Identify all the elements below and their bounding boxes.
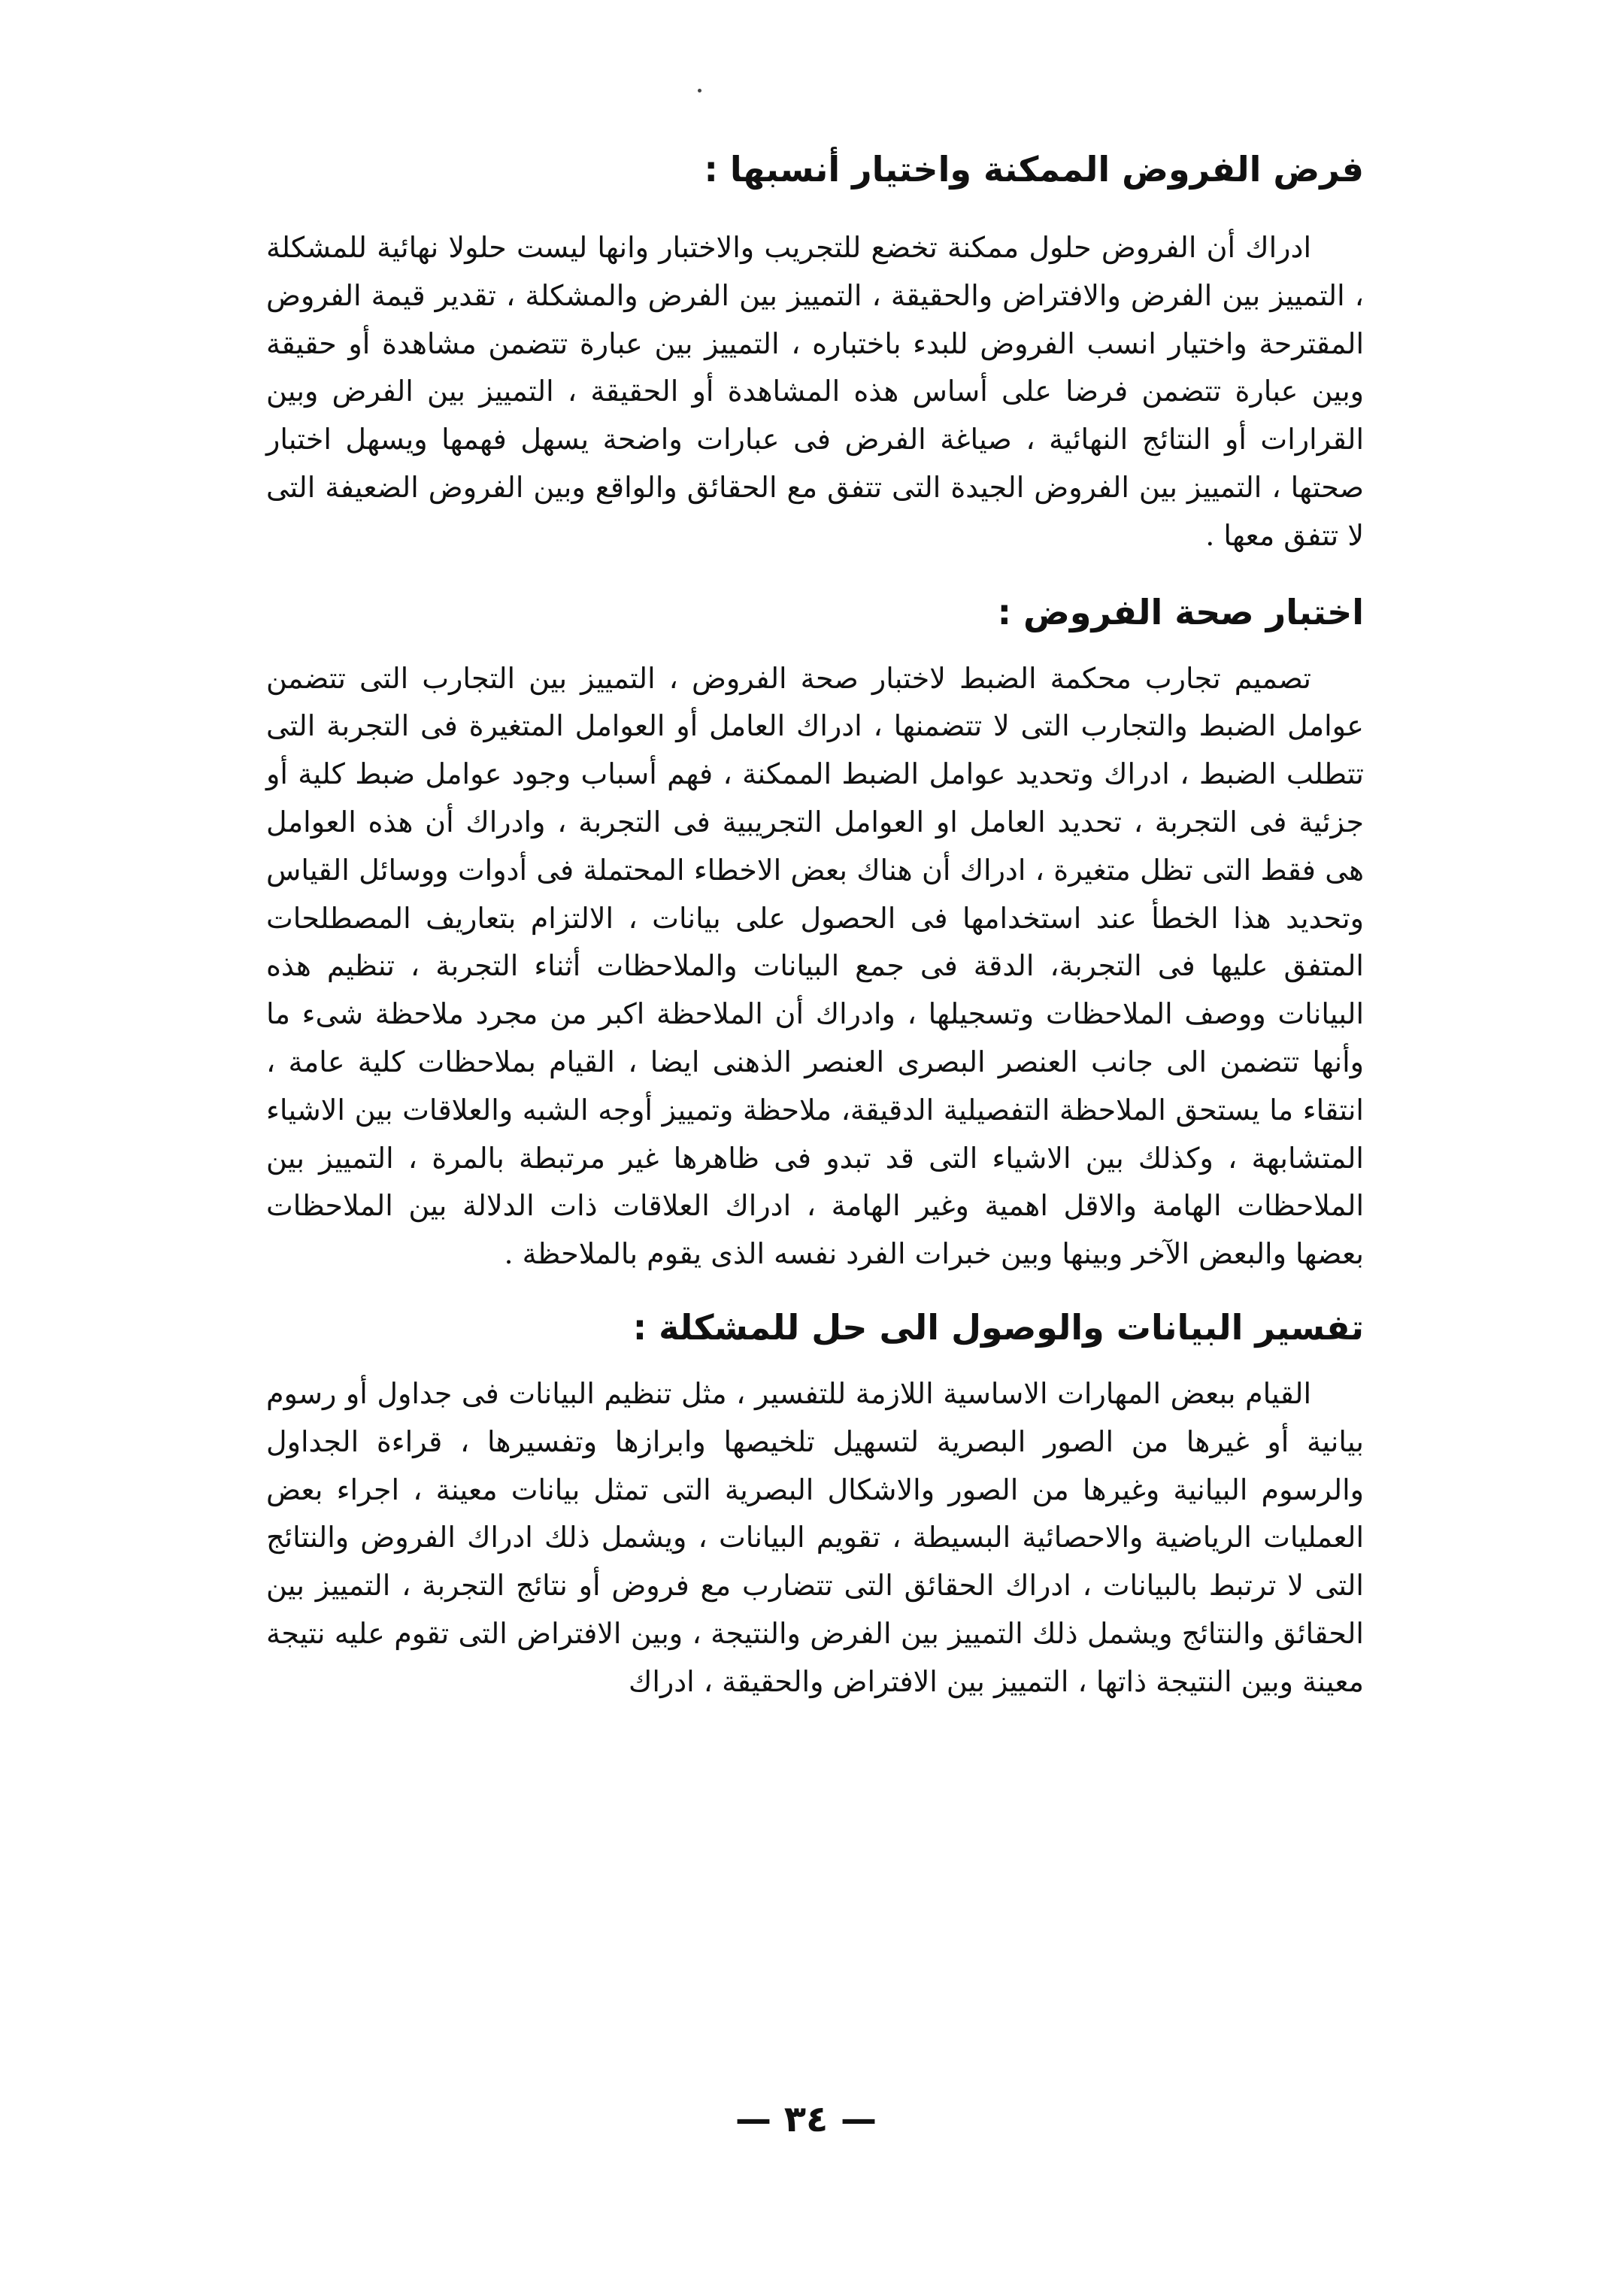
- document-page: [266, 143, 1364, 1706]
- section-hypotheses: [266, 143, 1364, 560]
- scan-speck: [698, 89, 701, 93]
- section-heading: اختبار صحة الفروض :: [997, 591, 1364, 632]
- section-paragraph: ادراك أن الفروض حلول ممكنة تخضع للتجريب والاختبار وانها ليست حلولا نهائية للمشكلة ، التمييز بين الفرض والافتراض والحقيقة ، التمييز بين الفرض والمشكلة ، تقدير قيمة الفروض المقترحة واختيار انسب الفروض للبدء باختباره ، التمييز بين عبارة تتضمن مشاهدة أو حقيقة وبين عبارة تتضمن فرضا على أساس هذه المشاهدة أو الحقيقة ، التمييز بين الفرض وبين القرارات أو النتائج النهائية ، صياغة الفرض فى عبارات واضحة يسهل فهمها ويسهل اختبار صحتها ، التمييز بين الفروض الجيدة التى تتفق مع الحقائق والواقع وبين الفروض الضعيفة التى لا تتفق معها .: [266, 231, 1364, 552]
- section-paragraph: القيام ببعض المهارات الاساسية اللازمة للتفسير ، مثل تنظيم البيانات فى جداول أو رسوم بيانية أو غيرها من الصور البصرية لتسهيل تلخيصها وابرازها وتفسيرها ، قراءة الجداول والرسوم البيانية وغيرها من الصور والاشكال البصرية التى تمثل بيانات معينة ، اجراء بعض العمليات الرياضية والاحصائية البسيطة ، تقويم البيانات ، ويشمل ذلك ادراك الفروض والنتائج التى لا ترتبط بالبيانات ، ادراك الحقائق التى تتضارب مع فروض أو نتائج التجربة ، التمييز بين الحقائق والنتائج ويشمل ذلك التمييز بين الفرض والنتيجة ، وبين الافتراض التى تقوم عليه نتيجة معينة وبين النتيجة ذاتها ، التمييز بين الافتراض والحقيقة ، ادراك: [266, 1376, 1364, 1698]
- section-paragraph: تصميم تجارب محكمة الضبط لاختبار صحة الفروض ، التمييز بين التجارب التى تتضمن عوامل الضبط والتجارب التى لا تتضمنها ، ادراك العامل أو العوامل المتغيرة فى التجربة التى تتطلب الضبط ، ادراك وتحديد عوامل الضبط الممكنة ، فهم أسباب وجود عوامل ضبط كلية أو جزئية فى التجربة ، تحديد العامل او العوامل التجريبية فى التجربة ، وادراك أن هذه العوامل هى فقط التى تظل متغيرة ، ادراك أن هناك بعض الاخطاء المحتملة فى أدوات ووسائل القياس وتحديد هذا الخطأ عند استخدامها فى الحصول على بيانات ، الالتزام بتعاريف المصطلحات المتفق عليها فى التجربة، الدقة فى جمع البيانات والملاحظات أثناء التجربة ، تنظيم هذه البيانات ووصف الملاحظات وتسجيلها ، وادراك أن الملاحظة اكبر من مجرد ملاحظة شىء ما وأنها تتضمن الى جانب العنصر البصرى العنصر الذهنى ايضا ، القيام بملاحظات كلية عامة ، انتقاء ما يستحق الملاحظة التفصيلية الدقيقة، ملاحظة وتمييز أوجه الشبه والعلاقات بين الاشياء المتشابهة ، وكذلك بين الاشياء التى قد تبدو فى ظاهرها غير مرتبطة بالمرة ، التمييز بين الملاحظات الهامة والاقل اهمية وغير الهامة ، ادراك العلاقات ذات الدلالة بين الملاحظات بعضها والبعض الآخر وبينها وبين خبرات الفرد نفسه الذى يقوم بالملاحظة .: [266, 661, 1364, 1271]
- section-testing: [266, 586, 1364, 1278]
- section-interpretation: [266, 1301, 1364, 1706]
- section-heading: فرض الفروض الممكنة واختيار أنسبها :: [704, 149, 1364, 190]
- page-number: — ٣٤ —: [735, 2098, 877, 2140]
- section-heading: تفسير البيانات والوصول الى حل للمشكلة :: [632, 1306, 1364, 1348]
